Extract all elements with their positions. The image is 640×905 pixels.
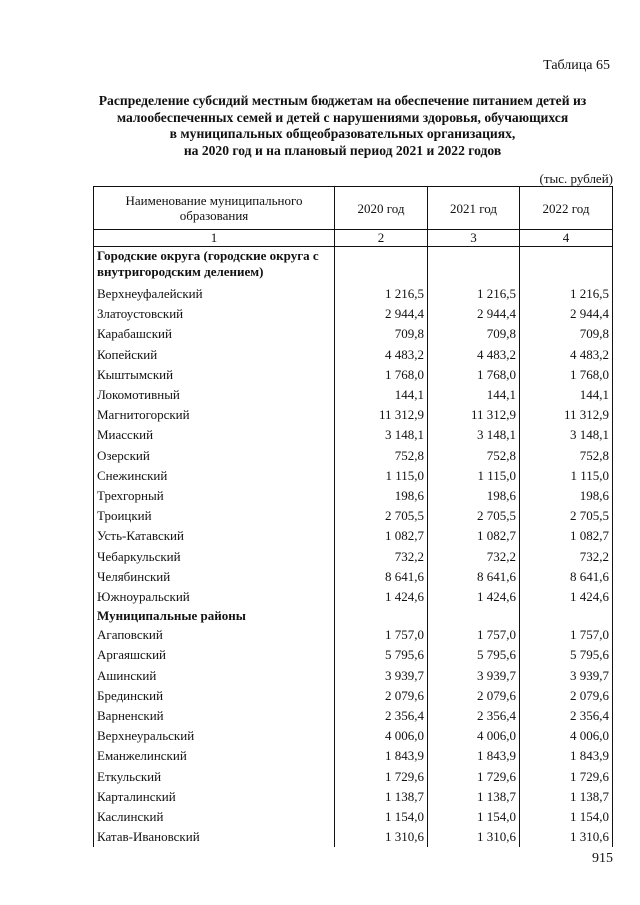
page-number: 915	[592, 851, 613, 866]
value-2020: 1 154,0	[335, 807, 428, 827]
table-row	[94, 324, 613, 344]
municipality-name: Варненский	[94, 706, 335, 726]
value-2021: 3 939,7	[428, 666, 520, 686]
group-header-row	[94, 247, 613, 285]
document-title	[60, 93, 625, 159]
municipality-name: Златоустовский	[94, 304, 335, 324]
value-2021: 1 729,6	[428, 767, 520, 787]
value-2021: 198,6	[428, 486, 520, 506]
value-2021: 732,2	[428, 547, 520, 567]
value-2021: 1 082,7	[428, 526, 520, 546]
municipality-name: Брединский	[94, 686, 335, 706]
table-row	[94, 446, 613, 466]
municipality-name: Еткульский	[94, 767, 335, 787]
value-2020: 8 641,6	[335, 567, 428, 587]
value-2021: 8 641,6	[428, 567, 520, 587]
value-2022: 732,2	[520, 547, 613, 567]
value-2020: 1 082,7	[335, 526, 428, 546]
value-2021: 1 757,0	[428, 625, 520, 645]
value-2021: 1 843,9	[428, 746, 520, 766]
empty-cell	[428, 247, 520, 285]
value-2021: 2 944,4	[428, 304, 520, 324]
value-2020: 1 115,0	[335, 466, 428, 486]
municipality-name: Троицкий	[94, 506, 335, 526]
column-header-2021: 2021 год	[428, 187, 520, 230]
municipality-name: Ашинский	[94, 666, 335, 686]
value-2021: 4 006,0	[428, 726, 520, 746]
value-2021: 1 115,0	[428, 466, 520, 486]
value-2020: 732,2	[335, 547, 428, 567]
municipality-name: Верхнеуральский	[94, 726, 335, 746]
table-row	[94, 284, 613, 304]
table-row	[94, 645, 613, 665]
value-2022: 1 757,0	[520, 625, 613, 645]
value-2020: 11 312,9	[335, 405, 428, 425]
value-2020: 1 216,5	[335, 284, 428, 304]
value-2020: 709,8	[335, 324, 428, 344]
table-row	[94, 625, 613, 645]
column-number: 3	[428, 230, 520, 247]
table-row	[94, 547, 613, 567]
value-2020: 1 757,0	[335, 625, 428, 645]
municipality-name: Катав-Ивановский	[94, 827, 335, 847]
value-2021: 1 310,6	[428, 827, 520, 847]
value-2020: 2 079,6	[335, 686, 428, 706]
value-2020: 1 424,6	[335, 587, 428, 607]
value-2022: 198,6	[520, 486, 613, 506]
column-number-row	[94, 230, 613, 247]
table-row	[94, 827, 613, 847]
value-2022: 1 115,0	[520, 466, 613, 486]
value-2022: 709,8	[520, 324, 613, 344]
empty-cell	[520, 247, 613, 285]
value-2020: 2 705,5	[335, 506, 428, 526]
table-row	[94, 686, 613, 706]
value-2021: 752,8	[428, 446, 520, 466]
value-2021: 144,1	[428, 385, 520, 405]
value-2022: 2 705,5	[520, 506, 613, 526]
value-2021: 1 768,0	[428, 365, 520, 385]
table-row	[94, 706, 613, 726]
municipality-name: Снежинский	[94, 466, 335, 486]
municipality-name: Миасский	[94, 425, 335, 445]
value-2021: 2 356,4	[428, 706, 520, 726]
value-2020: 4 483,2	[335, 345, 428, 365]
value-2020: 198,6	[335, 486, 428, 506]
value-2022: 2 079,6	[520, 686, 613, 706]
value-2020: 3 148,1	[335, 425, 428, 445]
value-2020: 1 138,7	[335, 787, 428, 807]
empty-cell	[520, 607, 613, 625]
value-2021: 2 079,6	[428, 686, 520, 706]
municipality-name: Еманжелинский	[94, 746, 335, 766]
value-2022: 5 795,6	[520, 645, 613, 665]
column-header-2020: 2020 год	[335, 187, 428, 230]
table-number-label: Таблица 65	[543, 58, 610, 73]
value-2022: 8 641,6	[520, 567, 613, 587]
value-2022: 4 006,0	[520, 726, 613, 746]
table-row	[94, 767, 613, 787]
value-2021: 11 312,9	[428, 405, 520, 425]
municipality-name: Карталинский	[94, 787, 335, 807]
table-row	[94, 587, 613, 607]
value-2020: 1 310,6	[335, 827, 428, 847]
title-line: на 2020 год и на плановый период 2021 и 2022 годов	[183, 142, 502, 158]
table-row	[94, 807, 613, 827]
value-2021: 1 216,5	[428, 284, 520, 304]
value-2020: 2 356,4	[335, 706, 428, 726]
column-header-2022: 2022 год	[520, 187, 613, 230]
empty-cell	[428, 607, 520, 625]
municipality-name: Магнитогорский	[94, 405, 335, 425]
table-row	[94, 746, 613, 766]
group-header-label: Городские округа (городские округа с внутригородским делением)	[94, 247, 335, 285]
table-row	[94, 567, 613, 587]
title-line: Распределение субсидий местным бюджетам на обеспечение питанием детей из	[98, 93, 587, 108]
value-2022: 4 483,2	[520, 345, 613, 365]
group-header-row	[94, 607, 613, 625]
table-row	[94, 787, 613, 807]
table-row	[94, 666, 613, 686]
municipality-name: Южноуральский	[94, 587, 335, 607]
title-line: малообеспеченных семей и детей с нарушениями здоровья, обучающихся	[116, 109, 569, 125]
value-2020: 144,1	[335, 385, 428, 405]
column-number: 2	[335, 230, 428, 247]
value-2021: 709,8	[428, 324, 520, 344]
value-2022: 1 138,7	[520, 787, 613, 807]
value-2022: 1 310,6	[520, 827, 613, 847]
table-row	[94, 304, 613, 324]
table-row	[94, 365, 613, 385]
value-2021: 2 705,5	[428, 506, 520, 526]
table-row	[94, 506, 613, 526]
column-header-name: Наименование муниципального образования	[94, 187, 335, 230]
municipality-name: Копейский	[94, 345, 335, 365]
value-2020: 5 795,6	[335, 645, 428, 665]
units-note: (тыс. рублей)	[539, 171, 613, 186]
value-2020: 1 843,9	[335, 746, 428, 766]
empty-cell	[335, 247, 428, 285]
value-2022: 2 944,4	[520, 304, 613, 324]
value-2021: 5 795,6	[428, 645, 520, 665]
municipality-name: Трехгорный	[94, 486, 335, 506]
municipality-name: Агаповский	[94, 625, 335, 645]
table-row	[94, 486, 613, 506]
value-2021: 1 154,0	[428, 807, 520, 827]
municipality-name: Локомотивный	[94, 385, 335, 405]
value-2022: 2 356,4	[520, 706, 613, 726]
value-2022: 1 216,5	[520, 284, 613, 304]
value-2020: 1 729,6	[335, 767, 428, 787]
value-2022: 752,8	[520, 446, 613, 466]
municipality-name: Усть-Катавский	[94, 526, 335, 546]
empty-cell	[335, 607, 428, 625]
value-2022: 1 729,6	[520, 767, 613, 787]
value-2021: 1 424,6	[428, 587, 520, 607]
subsidy-table	[93, 186, 613, 847]
value-2022: 11 312,9	[520, 405, 613, 425]
value-2022: 1 154,0	[520, 807, 613, 827]
value-2022: 1 843,9	[520, 746, 613, 766]
value-2022: 1 768,0	[520, 365, 613, 385]
municipality-name: Челябинский	[94, 567, 335, 587]
value-2020: 1 768,0	[335, 365, 428, 385]
value-2021: 4 483,2	[428, 345, 520, 365]
municipality-name: Аргаяшский	[94, 645, 335, 665]
value-2020: 4 006,0	[335, 726, 428, 746]
municipality-name: Чебаркульский	[94, 547, 335, 567]
value-2020: 3 939,7	[335, 666, 428, 686]
municipality-name: Карабашский	[94, 324, 335, 344]
table-row	[94, 385, 613, 405]
title-line: в муниципальных общеобразовательных организациях,	[169, 126, 516, 141]
table-row	[94, 726, 613, 746]
value-2020: 752,8	[335, 446, 428, 466]
table-row	[94, 425, 613, 445]
municipality-name: Верхнеуфалейский	[94, 284, 335, 304]
municipality-name: Каслинский	[94, 807, 335, 827]
table-row	[94, 405, 613, 425]
value-2022: 144,1	[520, 385, 613, 405]
table-row	[94, 526, 613, 546]
value-2022: 1 424,6	[520, 587, 613, 607]
value-2020: 2 944,4	[335, 304, 428, 324]
header-row	[94, 187, 613, 230]
municipality-name: Озерский	[94, 446, 335, 466]
municipality-name: Кыштымский	[94, 365, 335, 385]
value-2022: 3 148,1	[520, 425, 613, 445]
value-2022: 3 939,7	[520, 666, 613, 686]
column-number: 1	[94, 230, 335, 247]
table-row	[94, 466, 613, 486]
value-2022: 1 082,7	[520, 526, 613, 546]
value-2021: 3 148,1	[428, 425, 520, 445]
column-number: 4	[520, 230, 613, 247]
group-header-label: Муниципальные районы	[94, 607, 335, 625]
table-body	[94, 247, 613, 848]
table-row	[94, 345, 613, 365]
value-2021: 1 138,7	[428, 787, 520, 807]
